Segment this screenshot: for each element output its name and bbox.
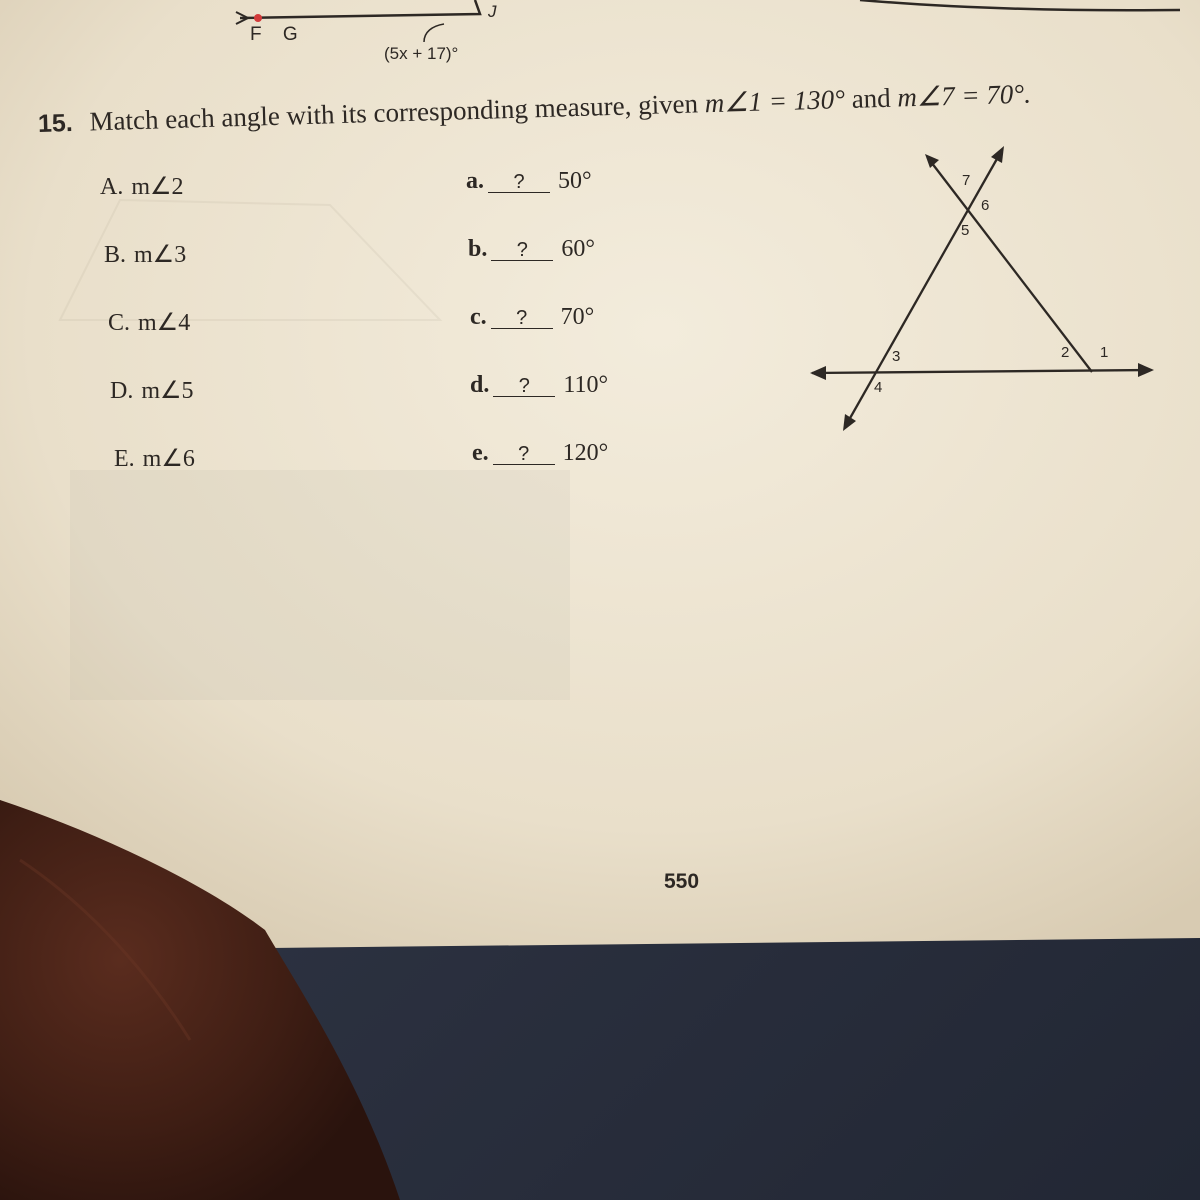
right-item-letter: a. [466, 168, 484, 194]
angle-label-6: 6 [981, 197, 990, 214]
point-j-label: J [488, 2, 497, 21]
given-angle-1: m∠1 = 130° [704, 84, 846, 119]
right-item-c [470, 304, 594, 331]
left-item-c [108, 308, 190, 337]
left-item-a [100, 172, 184, 201]
page-number: 550 [664, 870, 700, 893]
question-number: 15. [37, 108, 74, 138]
right-item-value: 50° [558, 168, 592, 194]
question-prompt: Match each angle with its corresponding measure, given [89, 88, 699, 137]
left-item-label: m∠3 [134, 242, 187, 268]
left-item-letter: B. [104, 242, 127, 268]
answer-blank[interactable]: ? [493, 376, 555, 397]
answer-blank[interactable]: ? [491, 240, 553, 261]
angle-label-5: 5 [961, 222, 970, 239]
right-item-value: 70° [560, 304, 595, 330]
right-item-letter: c. [470, 304, 487, 330]
right-item-value: 110° [563, 372, 609, 398]
left-item-label: m∠2 [131, 174, 184, 200]
right-item-a [466, 168, 592, 195]
right-item-value: 120° [562, 440, 609, 466]
left-item-letter: D. [110, 378, 134, 404]
answer-blank[interactable]: ? [493, 444, 555, 465]
left-item-letter: A. [100, 174, 124, 200]
points-label: F G [250, 24, 306, 45]
answer-blank[interactable]: ? [491, 308, 553, 329]
left-item-b [104, 240, 186, 269]
left-item-label: m∠5 [141, 378, 194, 404]
angle-expression: (5x + 17)° [384, 44, 459, 63]
right-item-letter: e. [472, 440, 489, 466]
right-item-d [470, 372, 608, 399]
left-item-letter: E. [114, 446, 135, 472]
left-item-label: m∠6 [142, 446, 195, 472]
conjunction: and [851, 82, 892, 114]
angle-label-3: 3 [892, 348, 901, 365]
angle-label-2: 2 [1061, 344, 1070, 361]
bleed-through-box [70, 470, 570, 700]
right-item-letter: d. [470, 372, 490, 398]
left-item-d [110, 376, 194, 405]
angle-label-7: 7 [962, 172, 971, 189]
right-item-letter: b. [468, 236, 488, 262]
left-item-e [114, 444, 195, 473]
right-item-e [472, 440, 608, 467]
angle-label-4: 4 [874, 379, 883, 396]
top-figure-point [254, 14, 262, 22]
given-angle-7: m∠7 = 70°. [896, 78, 1032, 113]
right-item-b [468, 236, 595, 263]
angle-label-1: 1 [1100, 344, 1109, 361]
answer-blank[interactable]: ? [488, 172, 550, 193]
right-item-value: 60° [561, 236, 595, 262]
left-item-letter: C. [108, 310, 131, 336]
left-item-label: m∠4 [138, 310, 191, 336]
